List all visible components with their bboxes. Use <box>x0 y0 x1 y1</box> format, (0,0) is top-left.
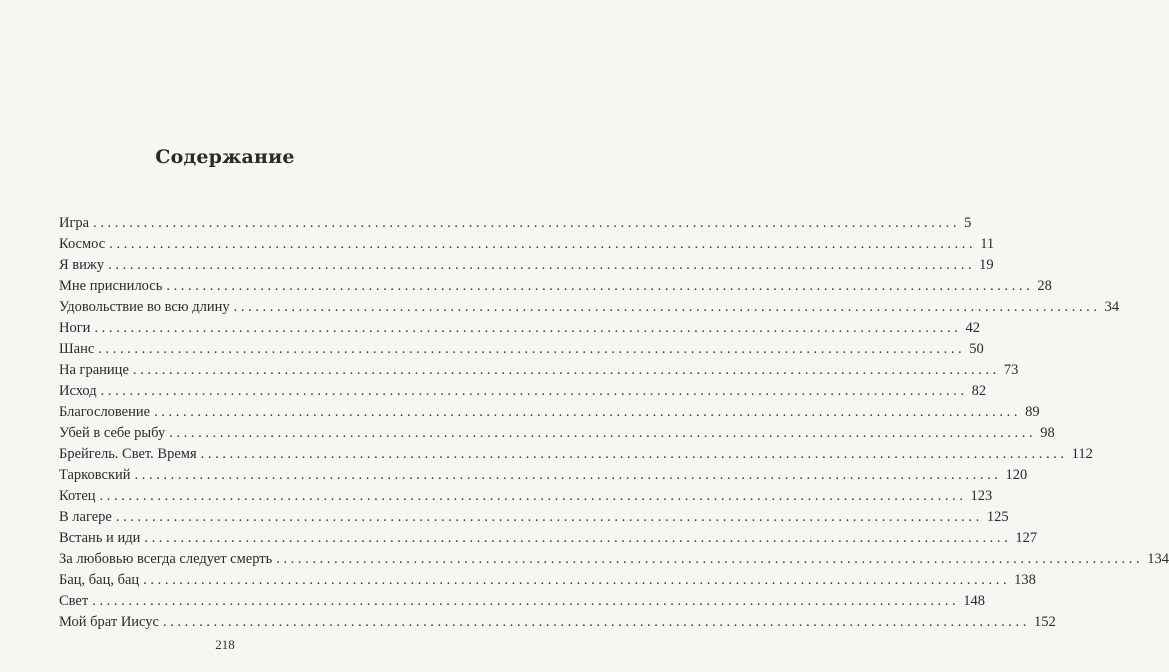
toc-entry-title: Ноги <box>59 320 91 336</box>
toc-entry-title: Убей в себе рыбу <box>59 425 166 441</box>
toc-entry-title: Я вижу <box>59 257 105 273</box>
toc-entry-title: Удовольствие во всю длину <box>59 299 230 315</box>
toc-dot-leader: ........................................................................................................................ <box>162 614 1030 630</box>
contents-heading: Содержание <box>155 146 295 168</box>
toc-entry-page: 120 <box>1005 467 1028 483</box>
toc-entry-page: 28 <box>1037 278 1052 294</box>
toc-entry-page: 11 <box>980 236 995 252</box>
toc-entry-title: Котец <box>59 488 96 504</box>
toc-entry-page: 125 <box>986 509 1009 525</box>
toc-entry-title: Благословение <box>59 404 151 420</box>
toc-entry <box>59 381 987 402</box>
toc-entry-page: 50 <box>969 341 984 357</box>
toc-dot-leader: ........................................................................................................................ <box>154 404 1022 420</box>
toc-entry-page: 82 <box>971 383 987 399</box>
toc-entry-title: Исход <box>59 383 97 399</box>
toc-dot-leader: ........................................................................................................................ <box>134 467 1002 483</box>
toc-entry-page: 152 <box>1033 614 1056 630</box>
toc-entry-page: 42 <box>965 320 980 336</box>
toc-entry-page: 148 <box>963 593 985 609</box>
toc-entry <box>59 507 1009 528</box>
toc-entry-title: Свет <box>59 593 89 609</box>
toc-entry <box>59 570 1036 591</box>
toc-entry <box>59 276 1052 297</box>
toc-entry-page: 34 <box>1104 299 1120 315</box>
toc-entry-title: Брейгель. Свет. Время <box>59 446 197 462</box>
toc-entry <box>59 549 1169 570</box>
toc-dot-leader: ........................................................................................................................ <box>143 572 1011 588</box>
toc-entry-page: 19 <box>979 257 994 273</box>
toc-entry <box>59 612 1056 633</box>
toc-entry <box>59 234 995 255</box>
toc-entry-page: 98 <box>1040 425 1055 441</box>
toc-entry <box>59 213 972 234</box>
table-of-contents <box>59 213 1169 633</box>
toc-entry-title: В лагере <box>59 509 112 525</box>
toc-entry-page: 89 <box>1025 404 1040 420</box>
toc-entry-title: Мне приснилось <box>59 278 163 294</box>
toc-entry-page: 112 <box>1071 446 1093 462</box>
toc-entry-page: 123 <box>970 488 993 504</box>
toc-dot-leader: ........................................................................................................................ <box>93 215 961 231</box>
toc-entry <box>59 297 1120 318</box>
toc-entry-title: Тарковский <box>59 467 131 483</box>
toc-entry <box>59 339 984 360</box>
toc-entry-page: 134 <box>1147 551 1169 567</box>
toc-entry <box>59 255 994 276</box>
toc-entry <box>59 486 993 507</box>
toc-dot-leader: ........................................................................................................................ <box>276 551 1144 567</box>
toc-dot-leader: ........................................................................................................................ <box>92 593 960 609</box>
toc-entry-page: 138 <box>1014 572 1036 588</box>
toc-entry-title: Космос <box>59 236 106 252</box>
toc-dot-leader: ........................................................................................................................ <box>94 320 962 336</box>
toc-dot-leader: ........................................................................................................................ <box>99 488 967 504</box>
toc-dot-leader: ........................................................................................................................ <box>109 236 977 252</box>
toc-entry-title: Шанс <box>59 341 95 357</box>
toc-entry-title: За любовью всегда следует смерть <box>59 551 273 567</box>
toc-dot-leader: ........................................................................................................................ <box>115 509 983 525</box>
toc-entry-title: Встань и иди <box>59 530 141 546</box>
toc-dot-leader: ........................................................................................................................ <box>108 257 976 273</box>
toc-entry <box>59 360 1019 381</box>
toc-dot-leader: ........................................................................................................................ <box>144 530 1012 546</box>
toc-entry-page: 73 <box>1003 362 1019 378</box>
toc-dot-leader: ........................................................................................................................ <box>200 446 1068 462</box>
toc-dot-leader: ........................................................................................................................ <box>98 341 966 357</box>
toc-entry-page: 5 <box>964 215 972 231</box>
toc-entry-title: Игра <box>59 215 90 231</box>
toc-dot-leader: ........................................................................................................................ <box>166 278 1034 294</box>
toc-entry-page: 127 <box>1015 530 1038 546</box>
toc-dot-leader: ........................................................................................................................ <box>233 299 1101 315</box>
toc-dot-leader: ........................................................................................................................ <box>169 425 1037 441</box>
toc-entry <box>59 591 985 612</box>
toc-entry <box>59 444 1093 465</box>
toc-entry <box>59 318 980 339</box>
toc-entry-title: Бац, бац, бац <box>59 572 140 588</box>
toc-dot-leader: ........................................................................................................................ <box>100 383 968 399</box>
toc-entry <box>59 465 1028 486</box>
toc-entry <box>59 528 1038 549</box>
page-number: 218 <box>215 637 235 652</box>
toc-entry-title: Мой брат Иисус <box>59 614 159 630</box>
toc-entry-title: На границе <box>59 362 129 378</box>
toc-entry <box>59 402 1040 423</box>
toc-dot-leader: ........................................................................................................................ <box>132 362 1000 378</box>
toc-entry <box>59 423 1055 444</box>
